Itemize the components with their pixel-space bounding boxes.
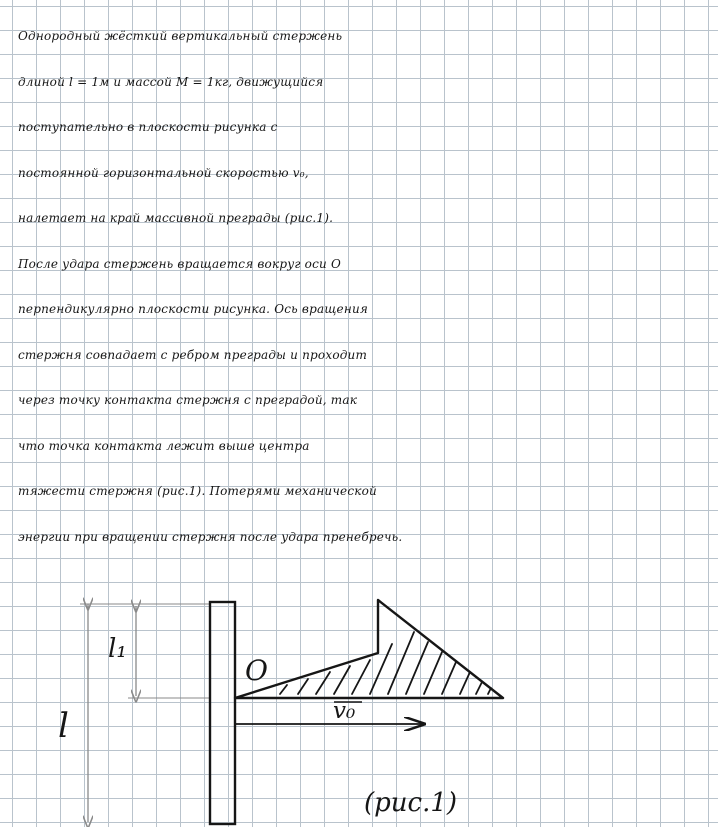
- text-line: Однородный жёсткий вертикальный стержень: [18, 29, 343, 43]
- text-line: налетает на край массивной преграды (рис.1).: [18, 211, 334, 225]
- text-line: стержня совпадает с ребром преграды и проходит: [18, 347, 368, 362]
- text-line: через точку контакта стержня с преградой, так: [18, 393, 358, 407]
- text-line: что точка контакта лежит выше центра: [18, 438, 310, 453]
- figure-caption: (рис.1): [364, 788, 458, 818]
- text-line: После удара стержень вращается вокруг оси O: [18, 256, 341, 271]
- text-line: тяжести стержня (рис.1). Потерями механической: [18, 484, 377, 498]
- label-l: l: [58, 706, 69, 746]
- label-v0: v₀: [333, 698, 356, 724]
- problem-text: [18, 14, 708, 560]
- figure-rod-and-obstacle: [0, 590, 718, 827]
- text-line: перпендикулярно плоскости рисунка. Ось вращения: [18, 302, 369, 316]
- text-line: поступательно в плоскости рисунка с: [18, 120, 278, 134]
- label-pivot-o: O: [245, 654, 268, 687]
- text-line: постоянной горизонтальной скоростью v₀,: [18, 165, 309, 180]
- rod: [210, 602, 235, 824]
- text-line: длиной l = 1м и массой M = 1кг, движущийся: [18, 74, 324, 89]
- figure-drawing: [0, 590, 718, 827]
- text-line: энергии при вращении стержня после удара пренебречь.: [18, 529, 403, 544]
- label-l1: l₁: [108, 634, 127, 664]
- obstacle: [235, 600, 503, 698]
